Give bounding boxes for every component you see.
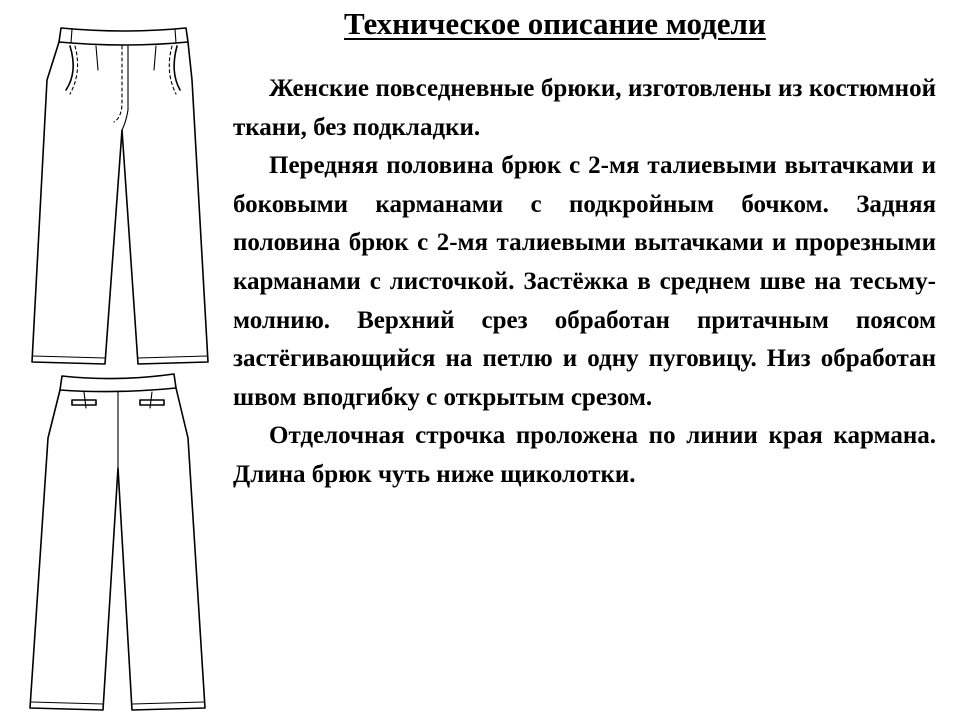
page-title: Техническое описание модели <box>344 6 766 41</box>
front-left-pocket <box>66 46 73 90</box>
trousers-front-illustration <box>10 10 210 370</box>
description-text <box>233 70 936 495</box>
back-waistband <box>60 374 176 392</box>
description-paragraph: Женские повседневные брюки, изготовлены из костюмной ткани, без подкладки. <box>233 75 936 141</box>
front-fly-stitch <box>114 46 122 122</box>
description-paragraph: Отделочная строчка проложена по линии края кармана. Длина брюк чуть ниже щиколотки. <box>233 422 936 488</box>
front-right-pocket <box>174 46 180 90</box>
back-left-welt-pocket <box>72 400 96 405</box>
back-right-welt-pocket <box>140 400 164 405</box>
description-paragraph: Передняя половина брюк с 2-мя талиевыми вытачками и боковыми карманами с подкройным бочком. Задняя половина брюк с 2-мя талиевыми вытачками и прорезными карманами с листочкой. Застёжка в среднем шве на тесьму-молнию. Верхний срез обработан притачным поясом застёгивающийся на петлю и одну пуговицу. Низ обработан швом вподгибку с открытым срезом. <box>233 152 936 411</box>
front-waistband <box>59 28 188 45</box>
front-outline <box>32 42 208 364</box>
trousers-back-illustration <box>20 368 220 718</box>
